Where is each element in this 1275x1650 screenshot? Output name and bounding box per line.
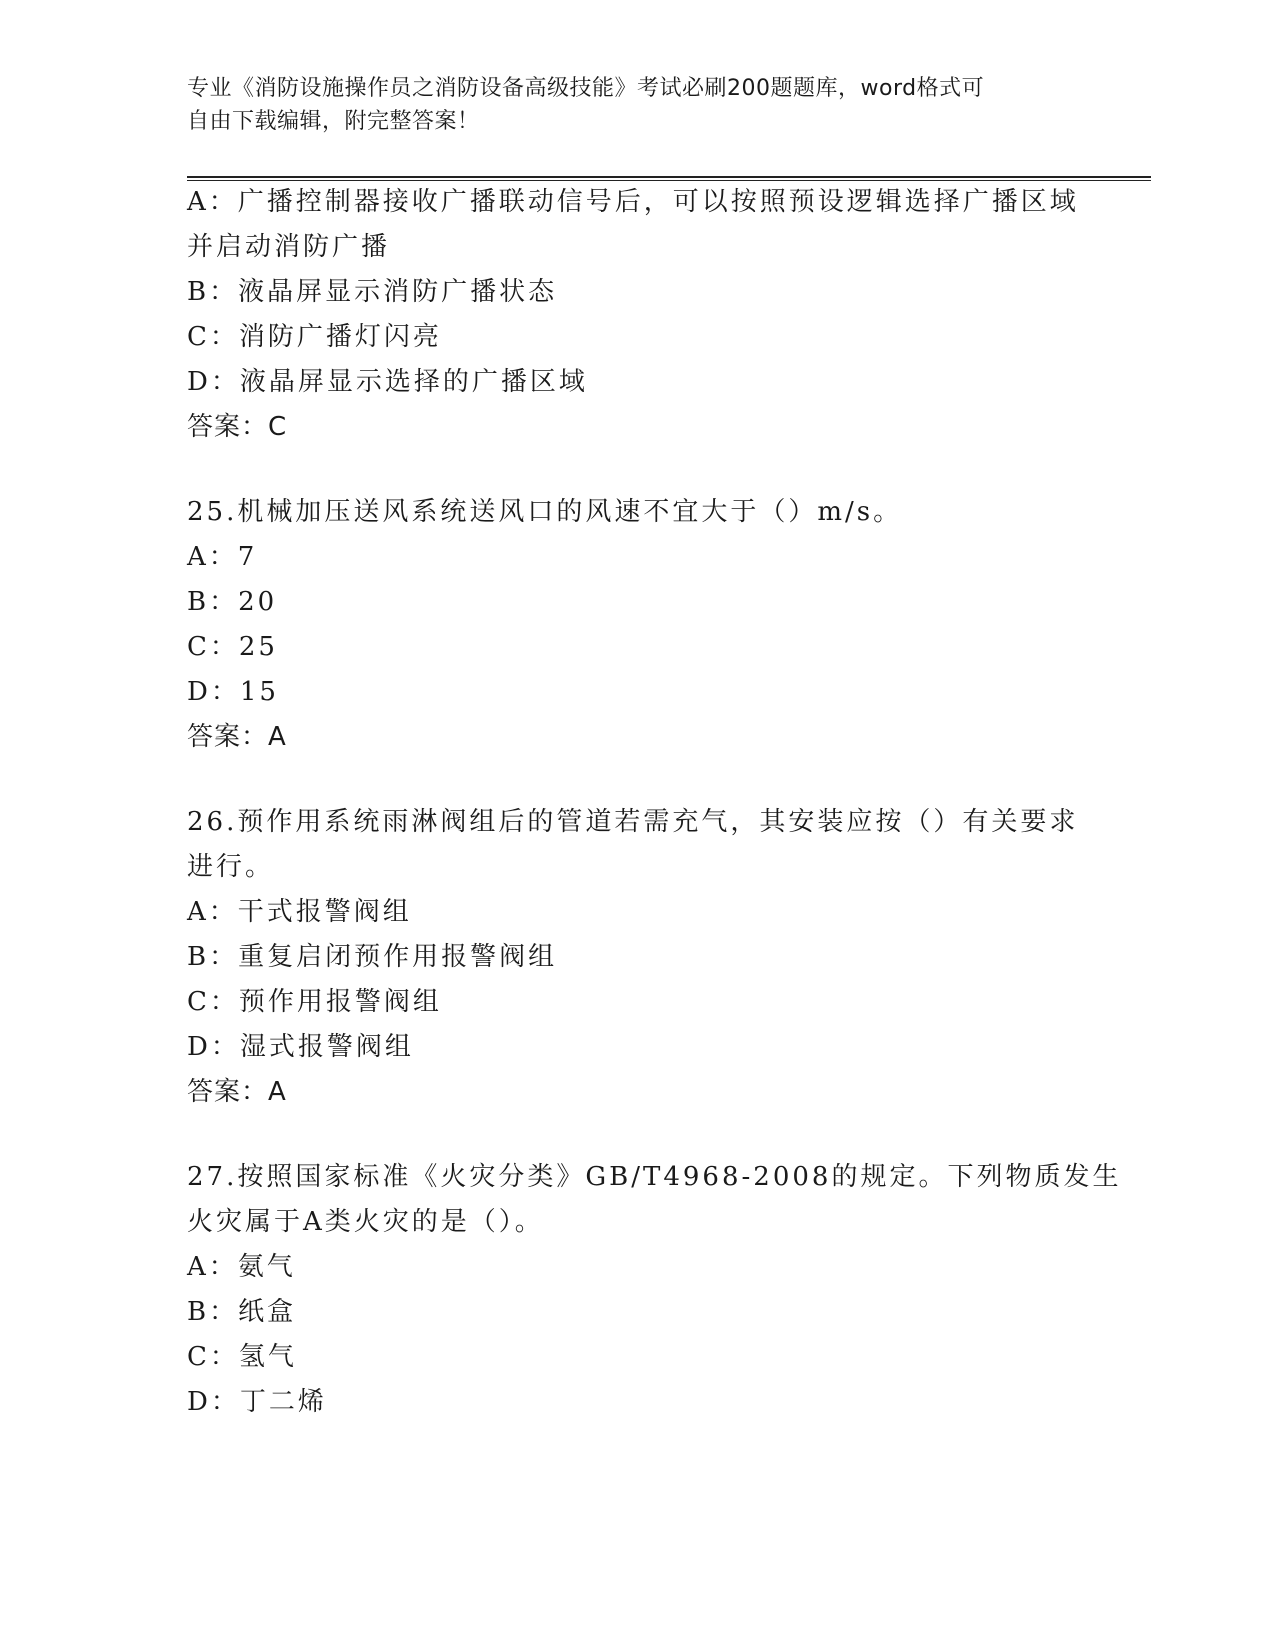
header-line-1: 专业《消防设施操作员之消防设备高级技能》考试必刷200题题库，word格式可 [187, 76, 985, 101]
option-b: B：重复启闭预作用报警阀组 [187, 942, 558, 972]
answer: 答案：A [187, 722, 287, 752]
document-body [187, 180, 1122, 1425]
header-line-2: 自由下载编辑，附完整答案！ [187, 109, 480, 134]
question-stem-cont: 进行。 [187, 852, 275, 882]
option-a-cont: 并启动消防广播 [187, 232, 391, 262]
option-b: B：20 [187, 587, 278, 617]
option-d: D：丁二烯 [187, 1387, 327, 1417]
question-26 [187, 800, 1087, 1115]
option-c: C：预作用报警阀组 [187, 987, 442, 1017]
option-a: A：干式报警阀组 [187, 897, 412, 927]
question-stem-cont: 火灾属于A类火灾的是（）。 [187, 1207, 544, 1237]
option-c: C：25 [187, 632, 278, 662]
option-c: C：消防广播灯闪亮 [187, 322, 442, 352]
option-d: D：液晶屏显示选择的广播区域 [187, 367, 588, 397]
question-stem: 27.按照国家标准《火灾分类》GB/T4968-2008的规定。下列物质发生 [187, 1162, 1122, 1192]
question-27 [187, 1155, 1122, 1425]
option-a: A：氨气 [187, 1252, 296, 1282]
option-a: A：7 [187, 542, 258, 572]
option-b: B：液晶屏显示消防广播状态 [187, 277, 558, 307]
option-d: D：湿式报警阀组 [187, 1032, 414, 1062]
answer: 答案：C [187, 412, 288, 442]
question-stem: 26.预作用系统雨淋阀组后的管道若需充气，其安装应按（）有关要求 [187, 807, 1079, 837]
option-d: D：15 [187, 677, 279, 707]
question-24-tail [187, 180, 1087, 450]
question-stem: 25.机械加压送风系统送风口的风速不宜大于（）m/s。 [187, 497, 903, 527]
option-c: C：氢气 [187, 1342, 297, 1372]
answer: 答案：A [187, 1077, 287, 1107]
option-b: B：纸盒 [187, 1297, 297, 1327]
option-a: A：广播控制器接收广播联动信号后，可以按照预设逻辑选择广播区域 [187, 187, 1079, 217]
page-header [187, 72, 1067, 138]
question-25 [187, 490, 1087, 760]
